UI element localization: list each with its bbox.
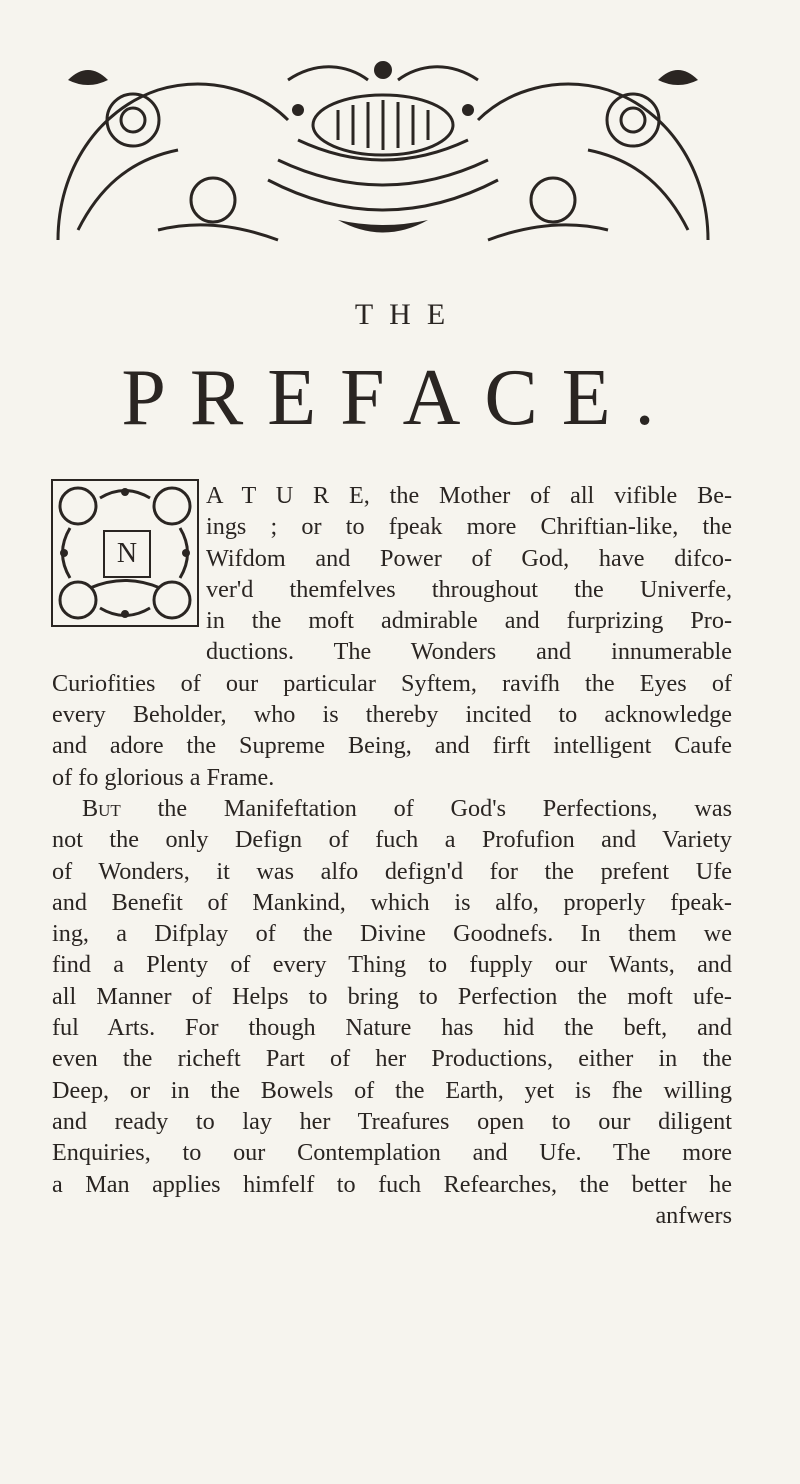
text-line: A T U R E, the Mother of all vifible Be- bbox=[206, 482, 732, 509]
headpiece-ornament-icon bbox=[38, 50, 728, 250]
title-small: THE bbox=[354, 298, 462, 331]
text-line: Curiofities of our particular Syftem, ravifh the Eyes of bbox=[52, 669, 732, 697]
text-line: Enquiries, to our Contemplation and Ufe. The more bbox=[52, 1139, 732, 1167]
text-line: every Beholder, who is thereby incited to acknowledge bbox=[52, 701, 732, 729]
initial-letter: N bbox=[103, 530, 151, 578]
paragraph-lead: But bbox=[82, 794, 121, 822]
preface-text bbox=[52, 480, 732, 1231]
text-line: ings ; or to fpeak more Chriftian-like, the bbox=[206, 513, 732, 541]
text-line: ductions. The Wonders and innumerable bbox=[206, 638, 732, 666]
text-line: Wifdom and Power of God, have difco- bbox=[206, 544, 732, 572]
text-line: Deep, or in the Bowels of the Earth, yet is fhe willing bbox=[52, 1076, 732, 1104]
text-line: a Man applies himfelf to fuch Refearches, the better he bbox=[52, 1170, 732, 1198]
text-line: even the richeft Part of her Productions, either in the bbox=[52, 1045, 732, 1073]
text-line: of Wonders, it was alfo defign'd for the prefent Ufe bbox=[52, 857, 732, 885]
text-line: and Benefit of Mankind, which is alfo, properly fpeak- bbox=[52, 888, 732, 916]
text-line: of fo glorious a Frame. bbox=[52, 763, 275, 791]
text-line-rest: the Manifeftation of God's Perfections, was bbox=[120, 794, 732, 822]
text-line: ing, a Difplay of the Divine Goodnefs. In them we bbox=[52, 920, 732, 948]
text-line: all Manner of Helps to bring to Perfection the moft ufe- bbox=[52, 982, 732, 1010]
page-title: PREFACE. bbox=[121, 354, 679, 442]
text-line: in the moft admirable and furprizing Pro- bbox=[206, 607, 732, 635]
text-line: and ready to lay her Treafures open to our diligent bbox=[52, 1107, 732, 1135]
text-line: ful Arts. For though Nature has hid the beft, and bbox=[52, 1014, 732, 1042]
catchword: anfwers bbox=[655, 1201, 732, 1229]
text-line: ver'd themfelves throughout the Univerfe, bbox=[206, 575, 732, 603]
text-line: not the only Defign of fuch a Profufion and Variety bbox=[52, 826, 732, 854]
text-line: find a Plenty of every Thing to fupply our Wants, and bbox=[52, 951, 732, 979]
text-line: and adore the Supreme Being, and firft intelligent Caufe bbox=[52, 732, 732, 760]
text-line bbox=[52, 793, 732, 824]
